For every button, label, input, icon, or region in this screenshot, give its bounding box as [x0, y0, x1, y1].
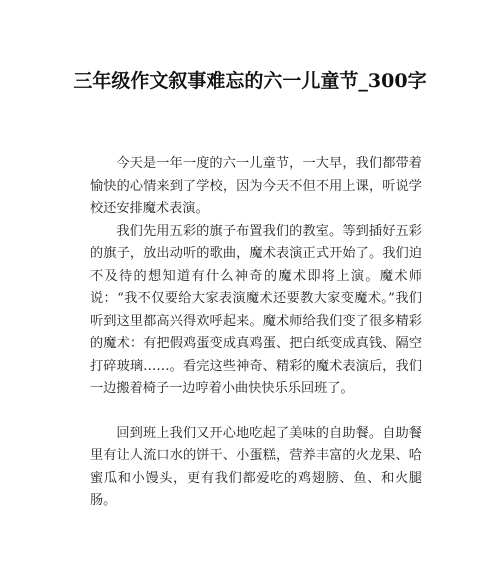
document-title: 三年级作文叙事难忘的六一儿童节_300字	[73, 70, 427, 92]
document-body	[90, 153, 422, 513]
paragraph-spacer	[90, 401, 422, 423]
paragraph-1: 今天是一年一度的六一儿童节，一大早，我们都带着愉快的心情来到了学校，因为今天不但不用上课，听说学校还安排魔术表演。	[90, 156, 422, 216]
paragraph-3: 回到班上我们又开心地吃起了美味的自助餐。自助餐里有让人流口水的饼干、小蛋糕，营养丰富的火龙果、哈蜜瓜和小馒头，更有我们都爱吃的鸡翅膀、鱼、和火腿肠。	[90, 425, 422, 508]
paragraph-2: 我们先用五彩的旗子布置我们的教室。等到插好五彩的旗子，放出动听的歌曲，魔术表演正式开始了。我们迫不及待的想知道有什么神奇的魔术即将上演。魔术师说：“我不仅要给大家表演魔术还要教大家变魔术。”我们听到这里都高兴得欢呼起来。魔术师给我们变了很多精彩的魔术：有把假鸡蛋变成真鸡蛋、把白纸变成真钱、隔空打碎玻璃……。看完这些神奇、精彩的魔术表演后，我们一边搬着椅子一边哼着小曲快快乐乐回班了。	[90, 223, 422, 396]
